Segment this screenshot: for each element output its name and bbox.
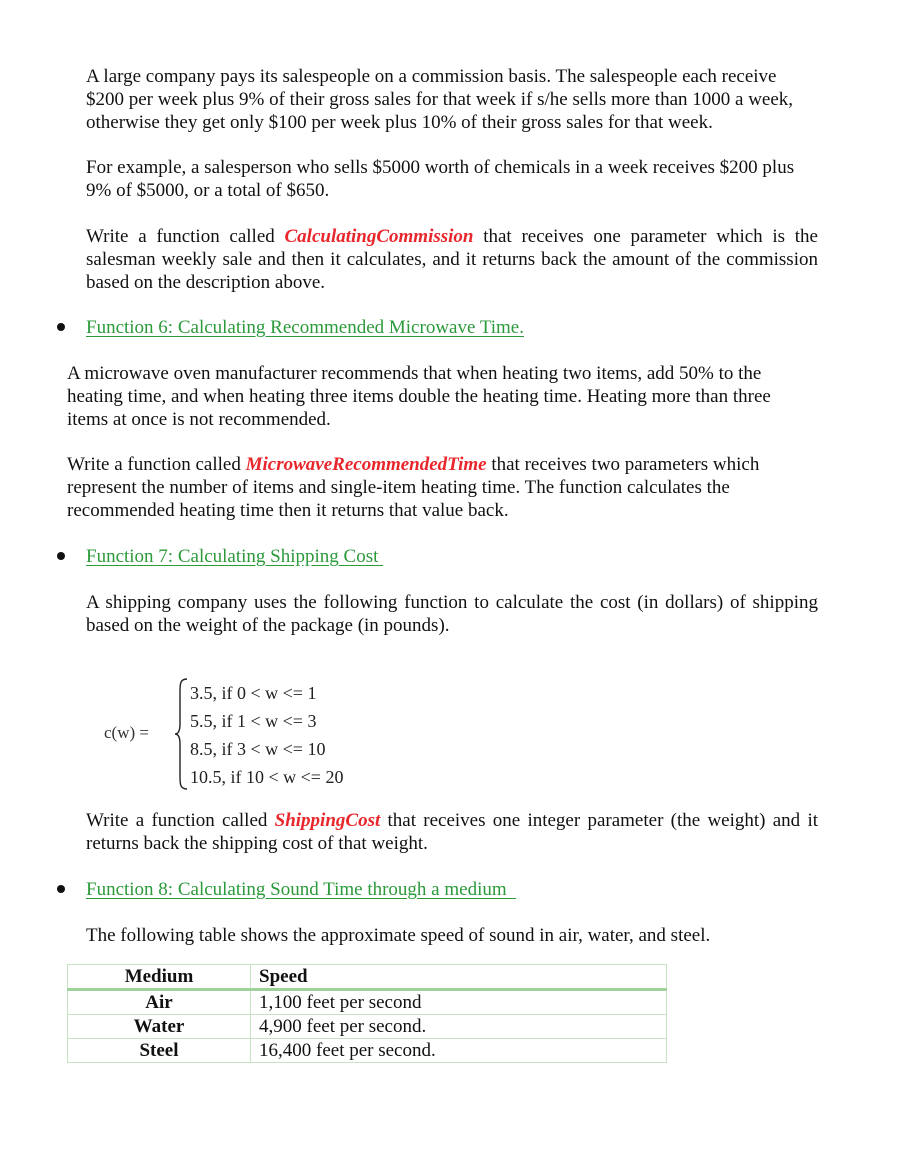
sound-paragraph: The following table shows the approximate speed of sound in air, water, and steel. (86, 925, 711, 946)
formula-case: 3.5, if 0 < w <= 1 (190, 683, 317, 703)
table-header-row (68, 965, 667, 990)
commission-example-paragraph: For example, a salesperson who sells $5000 worth of chemicals in a week receives $200 plus 9% of $5000, or a total of $650. (86, 157, 795, 201)
bullet-icon (57, 552, 65, 560)
medium-cell: Steel (68, 1039, 251, 1063)
heading-function-6[interactable]: Function 6: Calculating Recommended Microwave Time. (86, 317, 524, 338)
left-brace-icon (174, 678, 188, 790)
task-intro-text: Write a function called (86, 226, 285, 247)
column-header-speed: Speed (251, 965, 667, 990)
bullet-icon (57, 885, 65, 893)
shipping-task-paragraph (86, 809, 818, 855)
heading-function-7[interactable]: Function 7: Calculating Shipping Cost (86, 546, 384, 567)
task-body-text: that receives two parameters which represent the number of items and single-item heating time. The function calculates the recommended heating time then it returns that value back. (67, 454, 760, 521)
function-name-calculating-commission: CalculatingCommission (284, 226, 474, 247)
task-body-text: that receives one integer parameter (the weight) and it returns back the shipping cost of that weight. (86, 810, 818, 854)
table-row (68, 990, 667, 1015)
formula-case: 5.5, if 1 < w <= 3 (190, 711, 317, 731)
formula-lhs: c(w) = (104, 723, 149, 742)
bullet-icon (57, 323, 65, 331)
formula-case: 8.5, if 3 < w <= 10 (190, 739, 326, 759)
heading-function-8[interactable]: Function 8: Calculating Sound Time through a medium (86, 879, 517, 900)
table-row (68, 1015, 667, 1039)
microwave-task-paragraph (67, 453, 815, 522)
speed-cell: 4,900 feet per second. (251, 1015, 667, 1039)
microwave-paragraph: A microwave oven manufacturer recommends that when heating two items, add 50% to the heating time, and when heating three items double the heating time. Heating more than three items at once is not recommended. (67, 363, 771, 430)
commission-task-paragraph (86, 225, 818, 294)
sound-speed-table (67, 964, 667, 1063)
commission-paragraph: A large company pays its salespeople on a commission basis. The salespeople each receive $200 per week plus 9% of their gross sales for that week if s/he sells more than 1000 a week, otherwise they get only $100 per week plus 10% of their gross sales for that week. (86, 66, 794, 133)
medium-cell: Water (68, 1015, 251, 1039)
shipping-cost-formula (104, 676, 424, 792)
function-name-microwave-recommended-time: MicrowaveRecommendedTime (245, 454, 487, 475)
shipping-paragraph: A shipping company uses the following function to calculate the cost (in dollars) of shipping based on the weight of the package (in pounds). (86, 592, 818, 636)
formula-case: 10.5, if 10 < w <= 20 (190, 767, 344, 787)
column-header-medium: Medium (68, 965, 251, 990)
formula-cases (190, 679, 343, 791)
speed-cell: 1,100 feet per second (251, 990, 667, 1015)
task-body-text: that receives one parameter which is the salesman weekly sale and then it calculates, and it returns back the amount of the commission based on the description above. (86, 226, 818, 293)
speed-cell: 16,400 feet per second. (251, 1039, 667, 1063)
function-name-shipping-cost: ShippingCost (274, 810, 381, 831)
medium-cell: Air (68, 990, 251, 1015)
task-intro-text: Write a function called (67, 454, 246, 475)
task-intro-text: Write a function called (86, 810, 275, 831)
table-row (68, 1039, 667, 1063)
